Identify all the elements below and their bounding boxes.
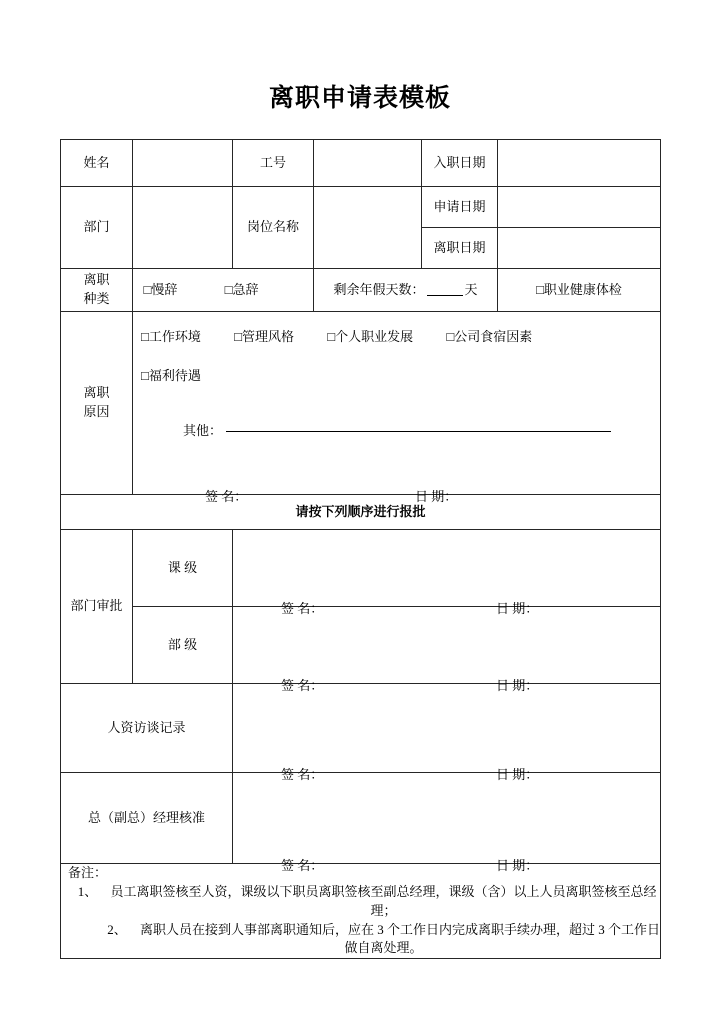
- label-level-dept: 部 级: [133, 607, 233, 684]
- field-employee-id-value[interactable]: [314, 140, 422, 187]
- checkbox-slow-resign-box: □: [143, 281, 152, 297]
- annual-leave-days-label: 剩余年假天数：: [333, 281, 425, 297]
- dept-level-signature-label[interactable]: 签 名：: [281, 678, 324, 693]
- hr-interview-date-label[interactable]: 日 期：: [496, 767, 539, 782]
- checkbox-company-accommodation-box: □: [446, 329, 455, 344]
- checkbox-urgent-resign-label: 急辞: [232, 281, 259, 297]
- resignation-reason-options-row2: [141, 367, 201, 386]
- annual-leave-days-input[interactable]: [427, 295, 463, 296]
- resignation-reason-options-row1: [141, 328, 562, 347]
- checkbox-career-development[interactable]: [327, 328, 413, 347]
- checkbox-slow-resign[interactable]: [144, 281, 178, 300]
- table-row-notes: [61, 864, 661, 959]
- gm-approval-date-label[interactable]: 日 期：: [496, 858, 539, 873]
- label-resignation-type-line2: 种类: [83, 291, 110, 306]
- checkbox-management-style-box: □: [234, 329, 242, 344]
- checkbox-health-check-box: □: [536, 281, 544, 297]
- label-resignation-type: [61, 269, 133, 312]
- hr-interview-body[interactable]: [233, 684, 661, 782]
- table-row-name: [61, 140, 661, 187]
- note-1-text: 员工离职签核至人资，课级以下职员离职签核至副总经理，课级（含）以上人员离职签核至总经理；: [110, 883, 657, 918]
- label-leave-date: 离职日期: [422, 228, 498, 269]
- notes-cell: [61, 864, 661, 959]
- hr-interview-signature-label[interactable]: 签 名：: [281, 767, 324, 782]
- checkbox-work-environment-box: □: [141, 329, 149, 344]
- label-hire-date: 入职日期: [422, 140, 498, 187]
- checkbox-urgent-resign[interactable]: [225, 281, 259, 300]
- section-level-signature-label[interactable]: 签 名：: [281, 601, 324, 616]
- label-position: 岗位名称: [233, 187, 314, 269]
- notes-prefix: 备注：: [67, 865, 107, 880]
- resignation-reason-body: [133, 312, 661, 504]
- note-item: [61, 921, 660, 959]
- other-reason-input[interactable]: [226, 431, 611, 432]
- checkbox-management-style-label: 管理风格: [241, 329, 294, 344]
- annual-leave-days-field[interactable]: [314, 269, 498, 312]
- section-level-date-label[interactable]: 日 期：: [496, 601, 539, 616]
- other-reason-label: 其他：: [183, 423, 223, 438]
- checkbox-work-environment[interactable]: [141, 328, 201, 347]
- checkbox-career-development-label: 个人职业发展: [335, 329, 414, 344]
- checkbox-welfare-benefits-label: 福利待遇: [148, 368, 201, 383]
- checkbox-welfare-benefits[interactable]: [141, 368, 201, 383]
- checkbox-career-development-box: □: [327, 329, 336, 344]
- field-leave-date-value[interactable]: [498, 228, 661, 269]
- label-hr-interview: 人资访谈记录: [61, 684, 233, 773]
- approval-dept-level-body[interactable]: [233, 607, 661, 693]
- approval-banner-text: 请按下列顺序进行报批: [61, 495, 661, 530]
- label-department-approval: 部门审批: [61, 530, 133, 684]
- label-level-section: 课 级: [133, 530, 233, 607]
- resignation-type-options: [133, 269, 314, 312]
- label-resignation-reason-line2: 原因: [83, 404, 110, 419]
- checkbox-company-accommodation[interactable]: [446, 328, 532, 347]
- checkbox-health-check[interactable]: [498, 269, 661, 312]
- checkbox-urgent-resign-box: □: [224, 281, 233, 297]
- gm-approval-body[interactable]: [233, 773, 661, 873]
- label-gm-approval: 总（副总）经理核准: [61, 773, 233, 864]
- label-employee-id: 工号: [233, 140, 314, 187]
- table-row-department: [61, 187, 661, 228]
- note-2-marker: 2、: [107, 921, 127, 937]
- field-name-value[interactable]: [133, 140, 233, 187]
- gm-approval-signature-label[interactable]: 签 名：: [281, 858, 324, 873]
- label-apply-date: 申请日期: [422, 187, 498, 228]
- annual-leave-days-unit: 天: [464, 281, 478, 297]
- table-row-resignation-type: [61, 269, 661, 312]
- label-resignation-type-line1: 离职: [83, 272, 110, 288]
- field-position-value[interactable]: [314, 187, 422, 269]
- note-2-text: 离职人员在接到人事部离职通知后，应在 3 个工作日内完成离职手续办理，超过 3 个工作日做自离处理。: [140, 921, 661, 956]
- field-department-value[interactable]: [133, 187, 233, 269]
- label-resignation-reason-line1: 离职: [83, 385, 110, 401]
- employee-signature-label[interactable]: 签 名：: [205, 489, 248, 504]
- label-resignation-reason: [61, 312, 133, 495]
- label-name: 姓名: [61, 140, 133, 187]
- note-1-marker: 1、: [77, 883, 98, 899]
- checkbox-welfare-benefits-box: □: [141, 368, 149, 383]
- note-item: [61, 864, 660, 921]
- table-row-gm-approval: [61, 773, 661, 864]
- approval-section-level-body[interactable]: [233, 530, 661, 616]
- label-department: 部门: [61, 187, 133, 269]
- resignation-form-table: [60, 139, 661, 959]
- table-row-approval-section-level: [61, 530, 661, 607]
- table-row-hr-interview: [61, 684, 661, 773]
- checkbox-company-accommodation-label: 公司食宿因素: [454, 329, 533, 344]
- table-row-resignation-reason: [61, 312, 661, 495]
- checkbox-management-style[interactable]: [234, 328, 294, 347]
- dept-level-date-label[interactable]: 日 期：: [496, 678, 539, 693]
- table-row-approval-banner: [61, 495, 661, 530]
- checkbox-slow-resign-label: 慢辞: [151, 281, 178, 297]
- field-apply-date-value[interactable]: [498, 187, 661, 228]
- table-row-approval-dept-level: [61, 607, 661, 684]
- checkbox-health-check-label: 职业健康体检: [543, 281, 622, 297]
- other-reason-field: [183, 422, 611, 441]
- checkbox-work-environment-label: 工作环境: [148, 329, 201, 344]
- field-hire-date-value[interactable]: [498, 140, 661, 187]
- page-title: 离职申请表模板: [268, 85, 451, 112]
- employee-date-label[interactable]: 日 期：: [415, 489, 458, 504]
